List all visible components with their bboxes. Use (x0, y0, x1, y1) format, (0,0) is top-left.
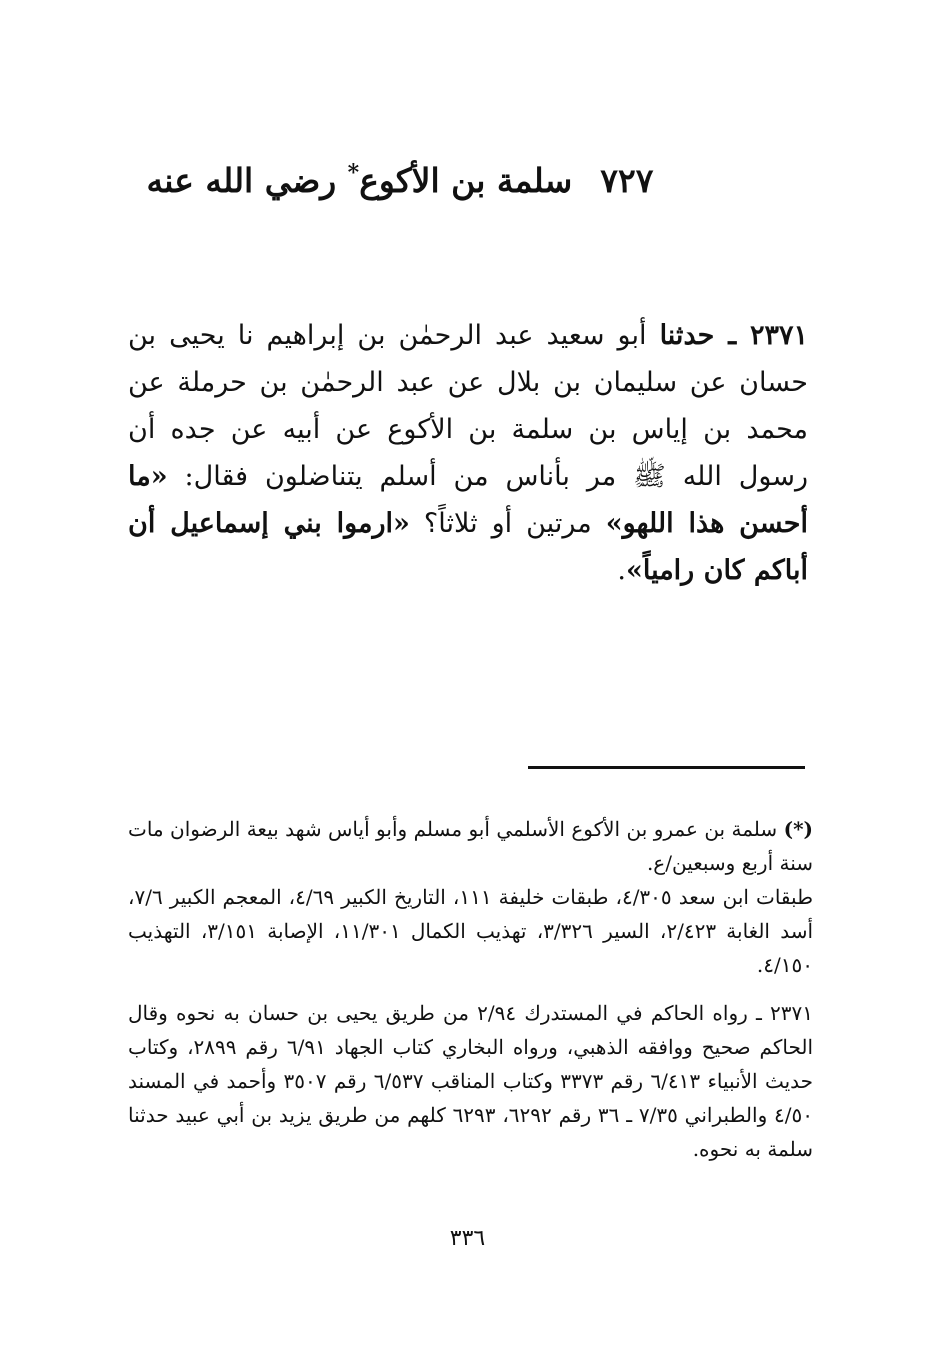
takhrij-text: ـ رواه الحاكم في المستدرك ٢/٩٤ من طريق يحيى بن حسان به نحوه وقال الحاكم صحيح ووافقه الذهبي، ورواه البخاري كتاب الجهاد ٦/٩١ رقم ٢٨٩٩، وكتاب حديث الأنبياء ٦/٤١٣ رقم ٣٣٧٣ وكتاب المناقب ٦/٥٣٧ رقم ٣٥٠٧ وأحمد في المسند ٤/٥٠ والطبراني ٧/٣٥ ـ ٣٦ رقم ٦٢٩٢، ٦٢٩٣ كلهم من طريق يزيد بن أبي عبيد حدثنا سلمة به نحوه. (128, 1001, 814, 1161)
hadith-quote-2: «ارموا بني إسماعيل أن أباكم كان رامياً» (128, 508, 808, 586)
footnotes (128, 812, 813, 1180)
biography-note (128, 812, 813, 982)
biography-marker: (*) (783, 817, 813, 841)
entry-heading (120, 160, 680, 200)
hadith-isnad: أبو سعيد عبد الرحمٰن بن إبراهيم نا يحيى بن حسان عن سليمان بن بلال عن عبد الرحمٰن بن حرملة عن محمد بن إياس بن سلمة بن الأكوع عن أبيه عن جده أن رسول الله ﷺ مر بأناس من أسلم يتناضلون فقال: (128, 320, 808, 492)
takhrij-note (128, 996, 813, 1166)
biography-sources: طبقات ابن سعد ٤/٣٠٥، طبقات خليفة ١١١، التاريخ الكبير ٤/٦٩، المعجم الكبير ٧/٦، أسد الغابة ٢/٤٢٣، السير ٣/٣٢٦، تهذيب الكمال ١١/٣٠١، الإصابة ٣/١٥١، التهذيب ٤/١٥٠. (128, 885, 814, 977)
hadith-end: . (617, 555, 626, 586)
footnote-marker: * (347, 160, 360, 186)
hadith-text-2: مرتين أو ثلاثاً؟ (409, 508, 606, 539)
hadith-paragraph (128, 312, 808, 594)
page-number: ٣٣٦ (449, 1226, 486, 1251)
biography-text: سلمة بن عمرو بن الأكوع الأسلمي أبو مسلم وأبو أياس شهد بيعة الرضوان مات سنة أربع وسبعين/ع. (128, 817, 813, 875)
entry-number: ٧٢٧ (600, 161, 654, 200)
footnote-divider (528, 766, 805, 769)
hadith-lead: حدثنا (659, 320, 715, 351)
takhrij-number: ٢٣٧١ (770, 1001, 814, 1025)
entry-name: سلمة بن الأكوع (359, 161, 573, 200)
hadith-quote-1: «ما أحسن هذا اللهو» (128, 461, 808, 539)
entry-suffix: رضي الله عنه (146, 161, 337, 200)
hadith-separator: ـ (714, 320, 750, 351)
hadith-number: ٢٣٧١ (749, 320, 808, 351)
